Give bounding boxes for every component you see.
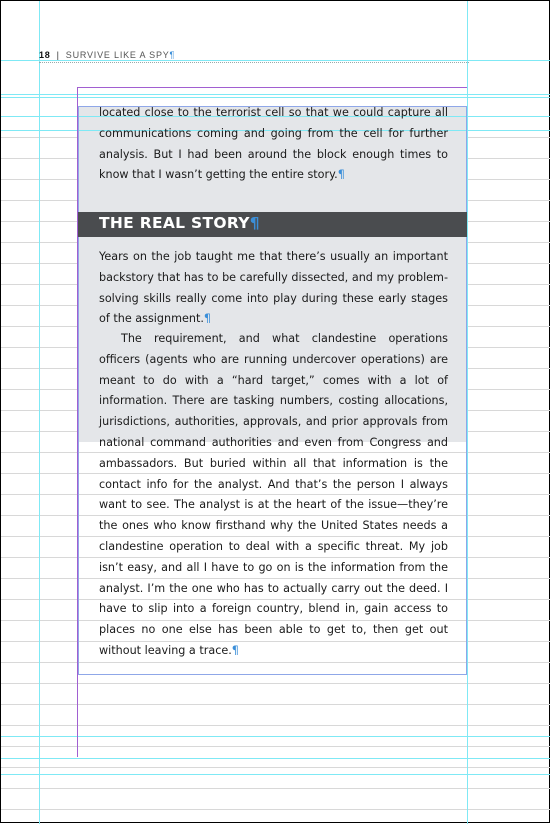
- pilcrow-mark: ¶: [337, 168, 345, 182]
- running-head: [39, 50, 469, 63]
- intro-paragraph-text: located close to the terrorist cell so that we could capture all communications coming and going from the cell for further analysis. But I had been around the block enough times to know that I wasn’t getting the entire story.: [99, 106, 448, 182]
- guide-line: [1, 758, 550, 759]
- pilcrow-mark: ¶: [231, 643, 239, 657]
- guide-line: [1, 736, 550, 737]
- margin-guide-left: [39, 1, 40, 824]
- guide-line: [1, 94, 550, 95]
- page-number: 18: [39, 50, 51, 60]
- book-title: SURVIVE LIKE A SPY: [65, 50, 170, 60]
- text-frame-top: [77, 87, 467, 88]
- guide-line: [1, 97, 550, 98]
- section-heading: [99, 214, 260, 232]
- intro-paragraph: [99, 103, 448, 186]
- pilcrow-mark: ¶: [203, 312, 212, 326]
- guide-line: [1, 774, 550, 775]
- body-paragraph-2: [99, 329, 448, 662]
- pilcrow-mark: ¶: [169, 50, 176, 60]
- body-paragraph-1-text: Years on the job taught me that there’s usually an important backstory that has to be carefully dissected, and my problem-solving skills really come into play during these early stages of the assignment.: [99, 250, 448, 326]
- section-heading-text: THE REAL STORY: [99, 214, 250, 232]
- pilcrow-mark: ¶: [249, 214, 260, 232]
- body-paragraph-2-text: The requirement, and what clandestine operations officers (agents who are running undercover operations) are meant to do with a “hard target,” comes with a lot of information. There are tasking numbers, costing allocations, jurisdictions, authorities, approvals, and prior approvals from national command authorities and even from Congress and ambassadors. But buried within all that information is the contact info for the analyst. And that’s the person I always want to see. The analyst is at the heart of the issue—they’re the ones who know firsthand why the United States needs a clandestine operation to deal with a specific threat. My job isn’t easy, and all I have to go on is the information from the analyst. I’m the one who has to actually carry out the deed. I have to slip into a foreign country, blend in, gain access to places no one else has been able to get to, then get out without leaving a trace.: [99, 332, 448, 657]
- running-head-separator: |: [56, 50, 60, 60]
- margin-guide-right: [467, 1, 468, 824]
- body-paragraph-1: [99, 247, 448, 330]
